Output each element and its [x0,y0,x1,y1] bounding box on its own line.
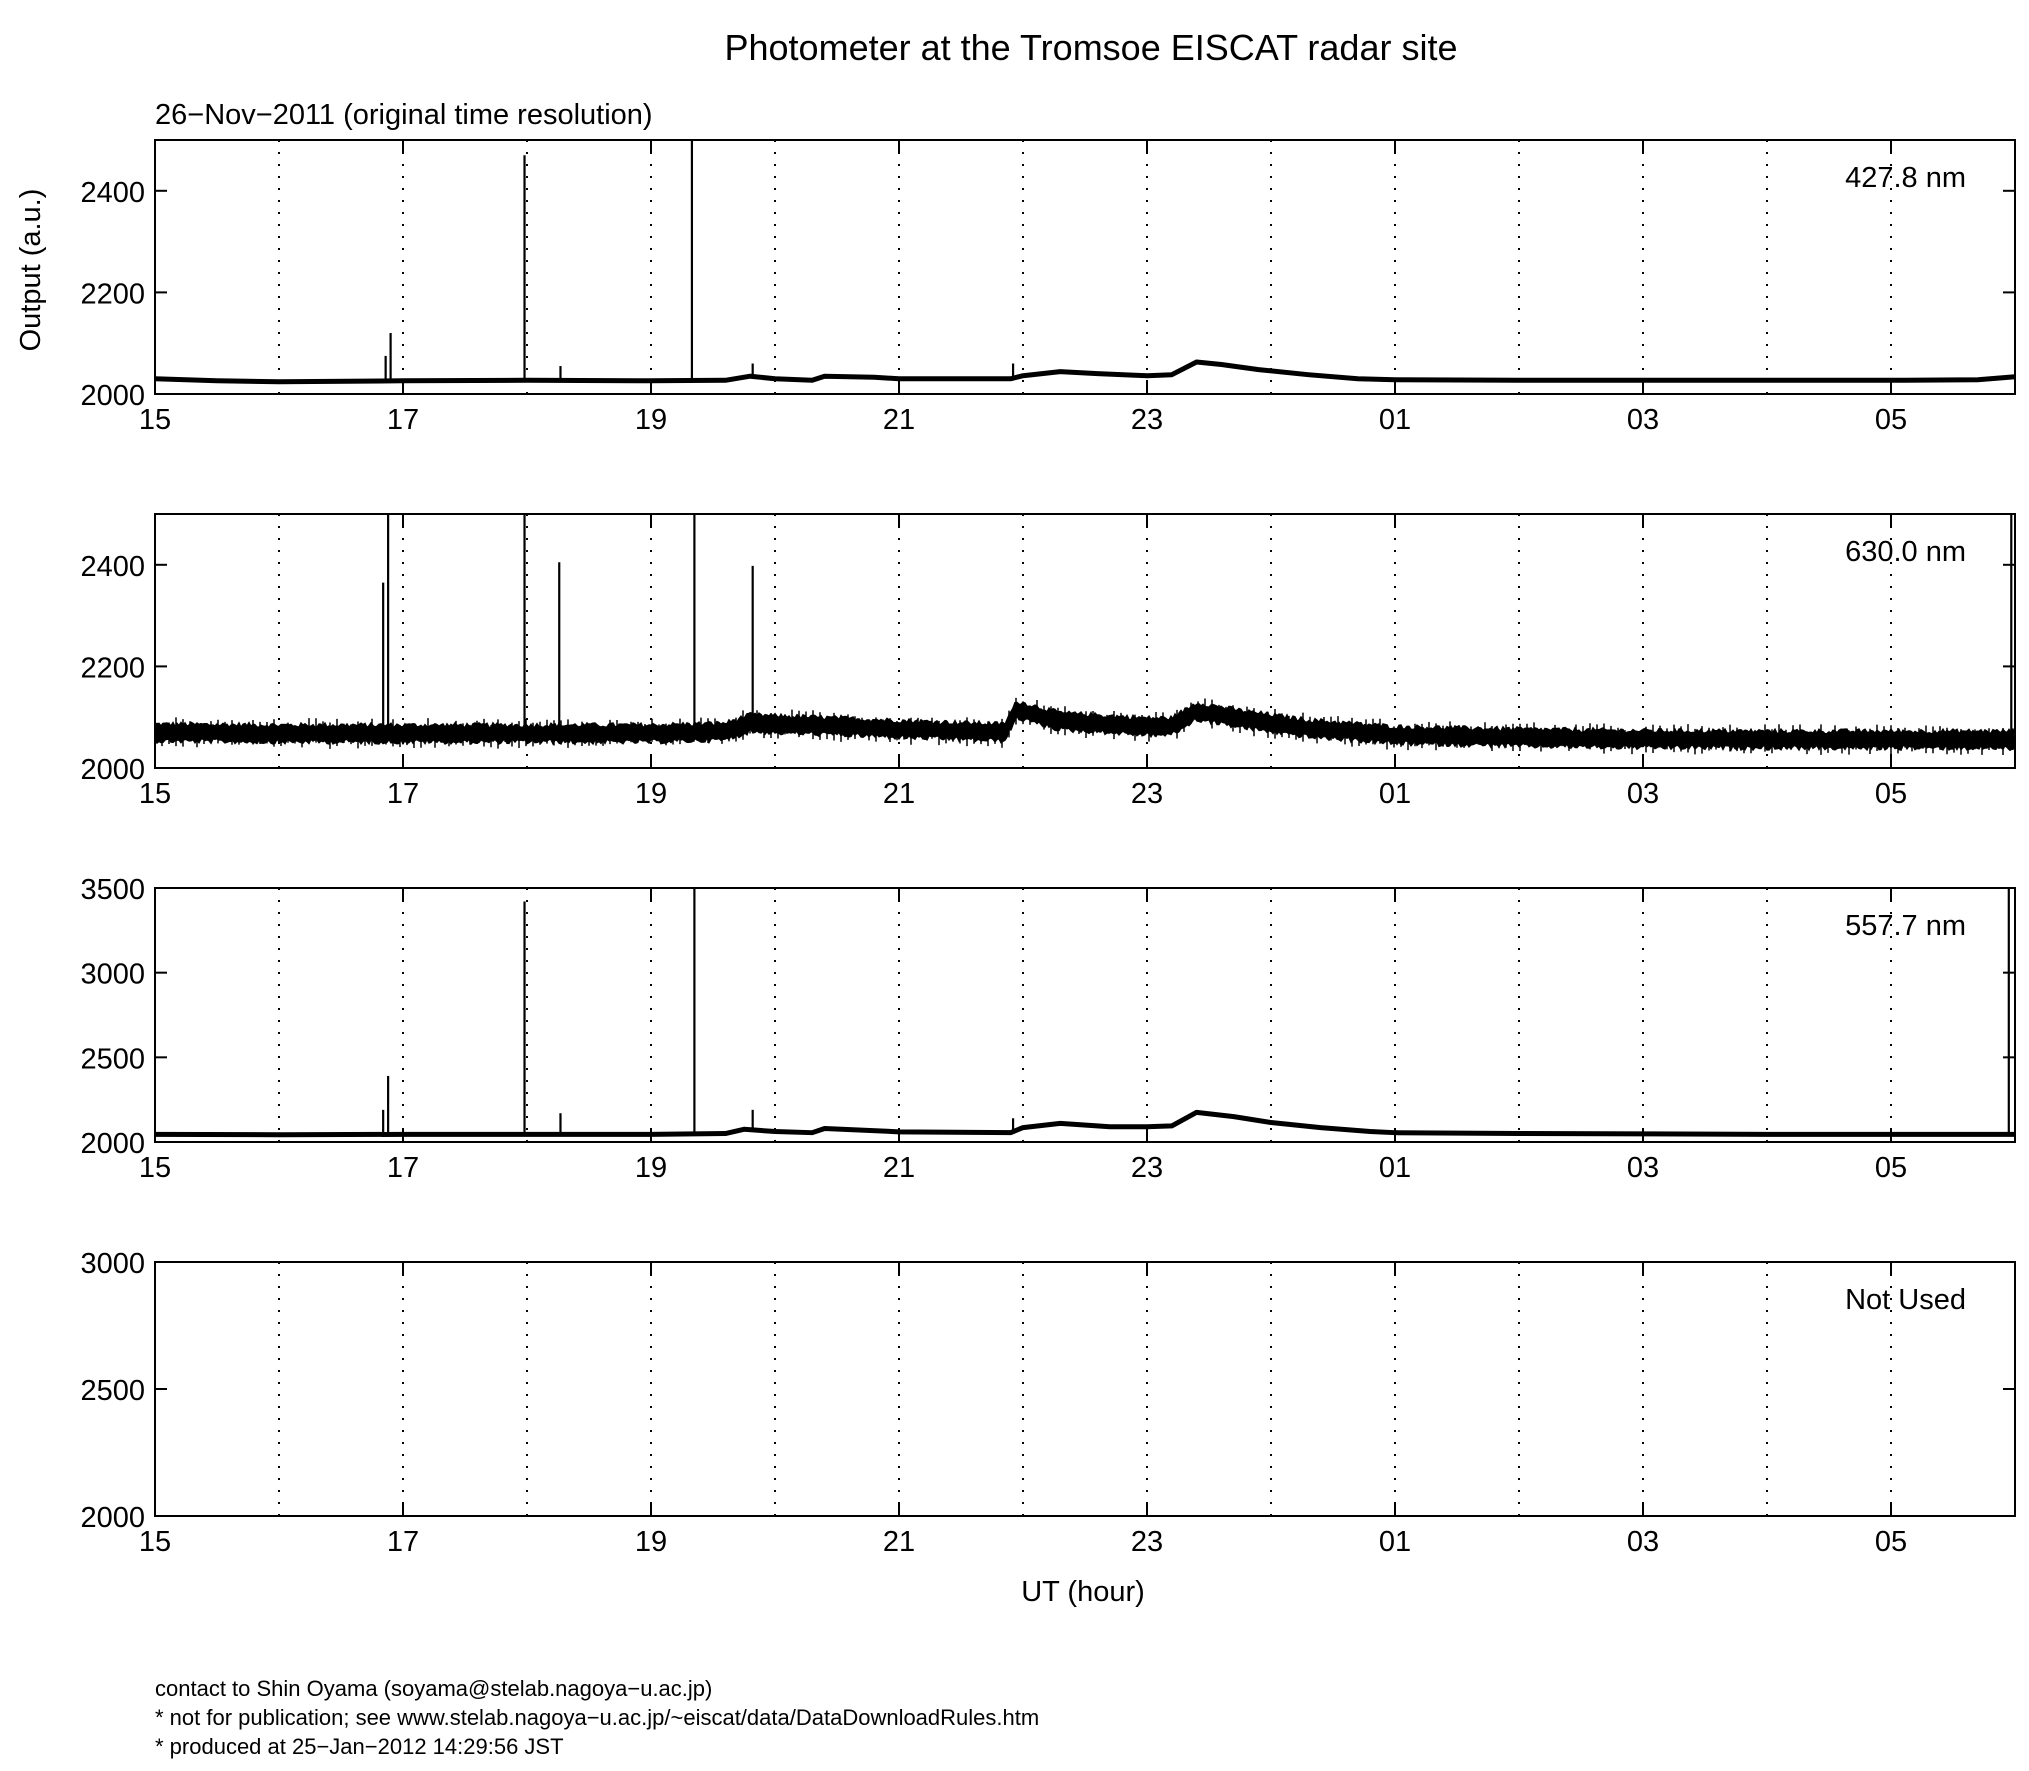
x-tick-label: 05 [1874,404,1908,436]
x-tick-label: 19 [634,404,668,436]
footer [155,1674,1039,1761]
plot-frame [155,1262,2015,1516]
channel-label: 630.0 nm [1845,536,1966,568]
y-tick-label: 2000 [80,1128,145,1160]
x-tick-label: 03 [1626,1526,1660,1558]
x-tick-label: 21 [882,778,916,810]
x-tick-label: 03 [1626,1152,1660,1184]
x-tick-label: 03 [1626,404,1660,436]
y-tick-label: 2200 [80,652,145,685]
y-tick-label: 3500 [80,874,145,906]
x-tick-label: 21 [882,1152,916,1184]
x-tick-label: 23 [1130,404,1164,436]
x-tick-label: 19 [634,1152,668,1184]
y-tick-label: 2000 [80,380,145,412]
figure-subtitle: 26−Nov−2011 (original time resolution) [155,99,653,131]
y-axis-label: Output (a.u.) [15,188,47,352]
plot-frame [155,140,2015,394]
y-tick-label: 3000 [80,958,145,991]
x-tick-label: 15 [138,778,172,810]
y-tick-label: 2200 [80,278,145,311]
y-tick-label: 2500 [80,1043,145,1076]
panel-2 [80,514,2015,810]
panels [80,140,2015,1558]
y-tick-label: 2400 [80,176,145,209]
y-tick-label: 2000 [80,1502,145,1534]
x-axis-label: UT (hour) [1021,1576,1145,1608]
x-tick-label: 05 [1874,1152,1908,1184]
noise-band [155,702,2015,750]
x-tick-label: 01 [1378,1152,1412,1184]
x-tick-label: 23 [1130,1152,1164,1184]
channel-label: 557.7 nm [1845,910,1966,942]
y-tick-label: 2400 [80,550,145,583]
x-tick-label: 21 [882,1526,916,1558]
x-tick-label: 19 [634,1526,668,1558]
footer-contact: contact to Shin Oyama (soyama@stelab.nagoya−u.ac.jp) [155,1676,713,1701]
panel-4 [80,1248,2015,1558]
x-tick-label: 03 [1626,778,1660,810]
x-tick-label: 15 [138,1526,172,1558]
x-tick-label: 17 [386,778,420,810]
channel-label: 427.8 nm [1845,162,1966,194]
x-tick-label: 01 [1378,404,1412,436]
x-tick-label: 19 [634,778,668,810]
x-tick-label: 23 [1130,778,1164,810]
x-tick-label: 23 [1130,1526,1164,1558]
x-tick-label: 17 [386,1526,420,1558]
x-tick-label: 01 [1378,778,1412,810]
x-tick-label: 17 [386,1152,420,1184]
x-tick-label: 05 [1874,778,1908,810]
y-tick-label: 2000 [80,754,145,786]
y-tick-label: 2500 [80,1375,145,1407]
panel-1 [80,140,2015,436]
data-line [155,1112,2015,1134]
x-tick-label: 15 [138,1152,172,1184]
x-tick-label: 05 [1874,1526,1908,1558]
x-tick-label: 17 [386,404,420,436]
footer-publication-note: * not for publication; see www.stelab.nagoya−u.ac.jp/~eiscat/data/DataDownloadRules.htm [155,1705,1040,1730]
x-tick-label: 21 [882,404,916,436]
x-tick-label: 01 [1378,1526,1412,1558]
panel-3 [80,874,2015,1184]
plot-frame [155,888,2015,1142]
y-tick-label: 3000 [80,1248,145,1280]
x-tick-label: 15 [138,404,172,436]
channel-label: Not Used [1845,1284,1966,1316]
data-line [155,362,2015,382]
figure-title: Photometer at the Tromsoe EISCAT radar site [724,27,1458,68]
footer-produced-note: * produced at 25−Jan−2012 14:29:56 JST [155,1734,564,1759]
